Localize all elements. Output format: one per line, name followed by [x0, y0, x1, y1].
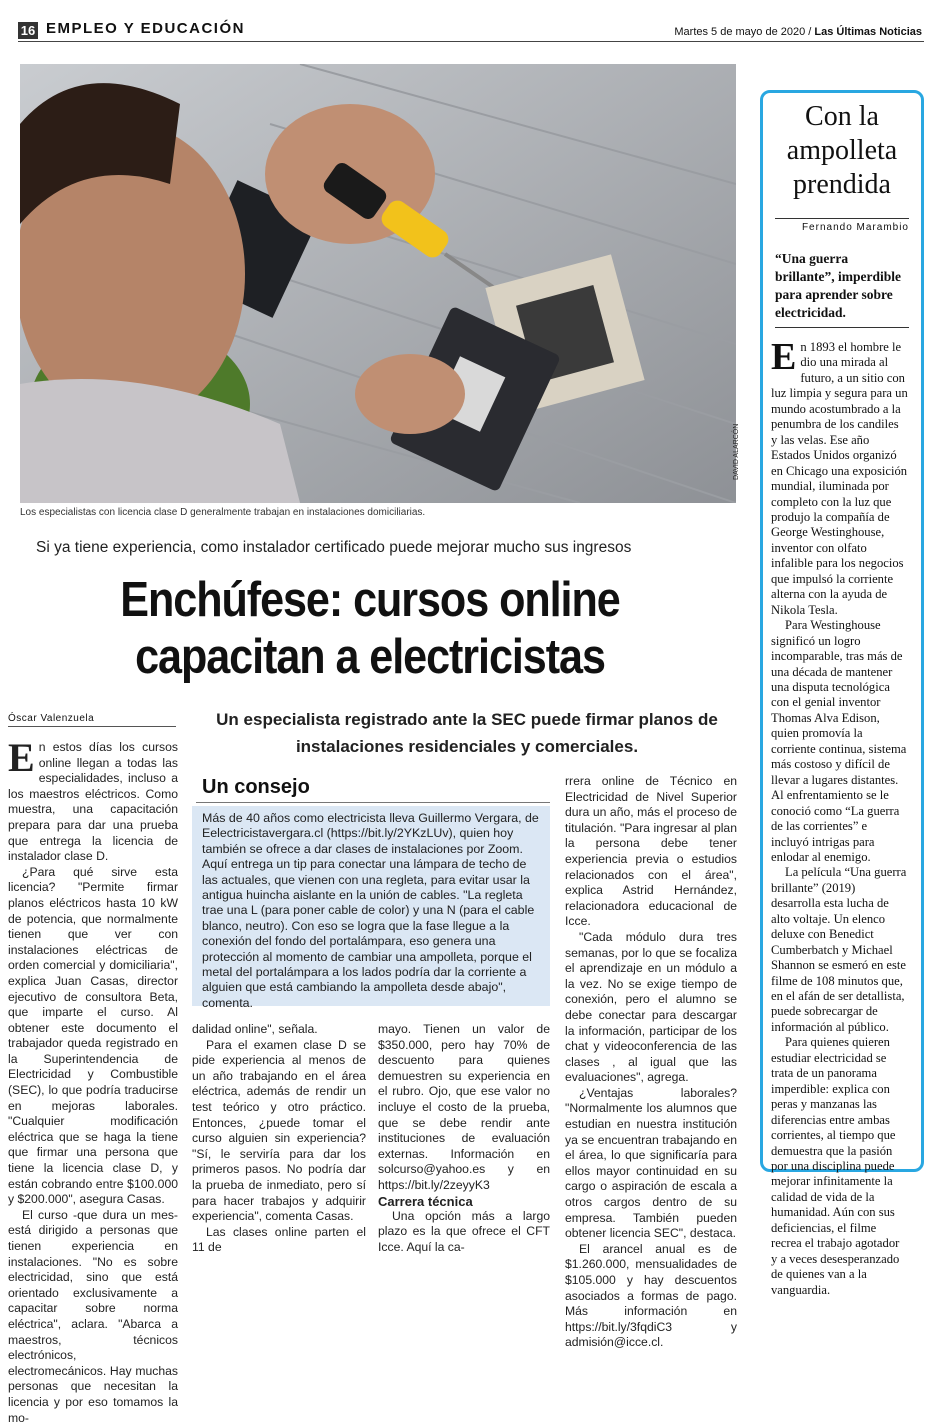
sidebar-lead: “Una guerra brillante”, imperdible para aprender sobre electricidad.	[775, 251, 901, 320]
sidebar-title-line-2: ampolleta	[786, 135, 898, 166]
sidebar-title-line-1: Con la	[805, 101, 879, 132]
article-column-1	[8, 735, 178, 1426]
byline: Óscar Valenzuela	[8, 713, 95, 724]
tip-rule	[196, 802, 550, 803]
paragraph-text: n estos días los cursos online llegan a todas las especialidades, incluso a los maestros eléctricos. Como muestra, una capacitación prepara para dar una prueba que entrega la licencia de instalador clase D.	[8, 740, 178, 864]
overline: Si ya tiene experiencia, como instalador certificado puede mejorar mucho sus ingresos	[36, 539, 632, 556]
headline	[62, 572, 678, 686]
paragraph: mayo. Tienen un valor de $350.000, pero hay 70% de descuento para quienes demuestren su experiencia en el rubro. Ojo, que ese valor no incluye el costo de la prueba, que se debe rendir ante instituciones de evaluación externas. Información en solcurso@yahoo.es y en https://bit.ly/2zeyyK3	[378, 1022, 550, 1192]
paragraph	[8, 735, 178, 865]
paragraph: dalidad online", señala.	[192, 1022, 318, 1036]
paragraph: El arancel anual es de $1.260.000, mensualidades de $105.000 y hay descuentos asociados a formas de pago. Más información en https://bit.ly/3fqdiC3 y admisión@icce.cl.	[565, 1241, 737, 1350]
deck	[192, 706, 742, 760]
photo-caption: Los especialistas con licencia clase D generalmente trabajan en instalaciones domiciliarias.	[20, 507, 426, 518]
paragraph: ¿Para qué sirve esta licencia? "Permite firmar planos eléctricos hasta 10 kW de potencia, que normalmente tienen que ver con instalaciones eléctricas de orden comercial y domiciliaria", explica Juan Casas, director ejecutivo de consultora Beta, que imparte el curso. Al obtener este documento el trabajador queda registrado en la Superintendencia de Electricidad y Combustible (SEC), lo que podría traducirse en mejoras laborales. "Cualquier modificación eléctrica que se haga la tiene que firmar una persona que tiene la licencia clase D, y están cobrando entre $100.000 y $200.000", asegura Casas.	[8, 864, 178, 1207]
paragraph: Para quienes quieren estudiar electricidad se trata de un panorama imperdible: explica con peras y manzanas las diferencias entre ambas corrientes, al tiempo que demuestra que la pasión por una disciplina puede mejorar infinitamente la calidad de vida de la humanidad. Aún con sus deficiencias, el filme recrea el trabajo agotador y a veces desesperanzado de quienes van a la vanguardia.	[771, 1035, 900, 1297]
subheading: Carrera técnica	[378, 1193, 473, 1209]
sidebar-title-line-3: prendida	[793, 169, 891, 200]
drop-cap: E	[8, 735, 35, 780]
sidebar-rule	[775, 327, 909, 328]
section-title: EMPLEO Y EDUCACIÓN	[46, 20, 245, 37]
paragraph: La película “Una guerra brillante” (2019) desarrolla esta lucha de alto voltaje. Un elenco deluxe con Benedict Cumberbatch y Michael Shannon se esmeró en este filme de 108 minutos que, en el afán de ser detallista, puede sobrecargar de información al público.	[771, 865, 907, 1034]
paragraph: "Cada módulo dura tres semanas, por lo que se focaliza el aprendizaje en un módulo a la vez. No se exige tiempo de conexión, pero el alumno se debe conectar para descargar la información, participar de los chat y videoconferencia de las clases , al igual que las evaluaciones", agrega.	[565, 929, 737, 1085]
paragraph: Para el examen clase D se pide experiencia al menos de un año trabajando en el área eléctrica, además de rendir un test teórico y otro práctico. Entonces, ¿puede tomar el curso alguien sin experiencia? "Sí, le serviría para dar los primeros pasos. No podría dar la prueba de inmediato, pero sí para hacer trabajos y adquirir experiencia", comenta Casas.	[192, 1037, 366, 1224]
photo-credit: DAVID ALARCÓN	[733, 423, 740, 480]
paragraph: rrera online de Técnico en Electricidad de Nivel Superior dura un año, más el proceso de titulación. "Para ingresar al plan la persona debe tener experiencia previa o estudios relacionados con el área", explica Astrid Hernández, relacionadora educacional de Icce.	[565, 774, 737, 929]
paragraph: El curso -que dura un mes- está dirigido a personas que tienen experiencia en instalaciones. "No es sobre electricidad, sino que está orientado exclusivamente a capacitar sobre norma eléctrica", aclara. "Abarca a maestros, técnicos electrónicos, electromecánicos. Hay muchas personas que necesitan la licencia y por eso tomamos la mo-	[8, 1207, 178, 1425]
paragraph: Para Westinghouse significó un logro incomparable, tras más de una década de mantener una disputa tecnológica con el genial inventor Thomas Alva Edison, quien promovía la corriente continua, sistema más costoso y difícil de llevar a lugares distantes. Al enfrentamiento se le conoció como “La guerra de las corrientes” e incluyó intrigas para enlodar al enemigo.	[771, 618, 907, 864]
date-text: Martes 5 de mayo de 2020 /	[674, 26, 815, 38]
publication-name: Las Últimas Noticias	[814, 26, 922, 38]
sidebar-author: Fernando Marambio	[775, 218, 909, 233]
paragraph: Las clases online parten el 11 de	[192, 1224, 366, 1255]
sidebar-body	[771, 336, 908, 1298]
sidebar-title	[763, 100, 921, 202]
headline-line-1: Enchúfese: cursos online	[120, 573, 620, 627]
tip-title: Un consejo	[202, 776, 310, 798]
paragraph: Una opción más a largo plazo es la que ofrece el CFT Icce. Aquí la ca-	[378, 1208, 550, 1254]
tip-text: Más de 40 años como electricista lleva Guillermo Vergara, de Eelectricistavergara.cl (https://bit.ly/2YKzLUv), quien hoy también se ofrece a dar clases de instalaciones por Zoom. Aquí entrega un tip para conectar una lámpara de techo de las actuales, que vienen con una regleta, para evitar usar la antigua huincha aislante en la unión de cables. "La regleta trae una L (para poner cable de color) y una N (para el cable blanco, neutro). Con eso se logra que la fase llegue a la conexión del fondo del portalámpara, eso genera una protección al momento de cambiar una ampolleta, porque el metal del portalámpara a los lados podría dar la corriente a alguien que está cambiando la ampolleta desde abajo", comenta.	[202, 811, 539, 1010]
article-column-4	[565, 774, 737, 1351]
article-column-3	[378, 1022, 550, 1255]
header-rule	[18, 41, 924, 42]
drop-cap: E	[771, 336, 797, 378]
paragraph: ¿Ventajas laborales? "Normalmente los alumnos que estudian en nuestra institución ya se encuentran trabajando en el área, lo que significaría para ellos mayor continuidad en su cargo o aspiración de escala a otros cargos dentro de su empresa. También pueden obtener licencia SEC", destaca.	[565, 1085, 737, 1241]
article-photo	[20, 64, 736, 503]
paragraph-text: n 1893 el hombre le dio una mirada al futuro, a un sitio con luz limpia y segura para un mundo acostumbrado a la penumbra de los candiles y las velas. Ese año Estados Unidos organizó en Chicago una exposición mundial, iluminada por completo con la luz que produjo la compañía de George Westinghouse, inventor con olfato infalible para los negocios que impulsó la corriente alterna con la ayuda de Nikola Tesla.	[771, 340, 908, 617]
paragraph	[771, 336, 908, 618]
deck-line-2: instalaciones residenciales y comerciales.	[295, 737, 639, 756]
byline-rule	[8, 726, 176, 727]
page-number: 16	[18, 22, 38, 39]
headline-line-2: capacitan a electricistas	[135, 630, 605, 684]
deck-line-1: Un especialista registrado ante la SEC puede firmar planos de	[216, 710, 718, 729]
dateline	[674, 26, 922, 38]
